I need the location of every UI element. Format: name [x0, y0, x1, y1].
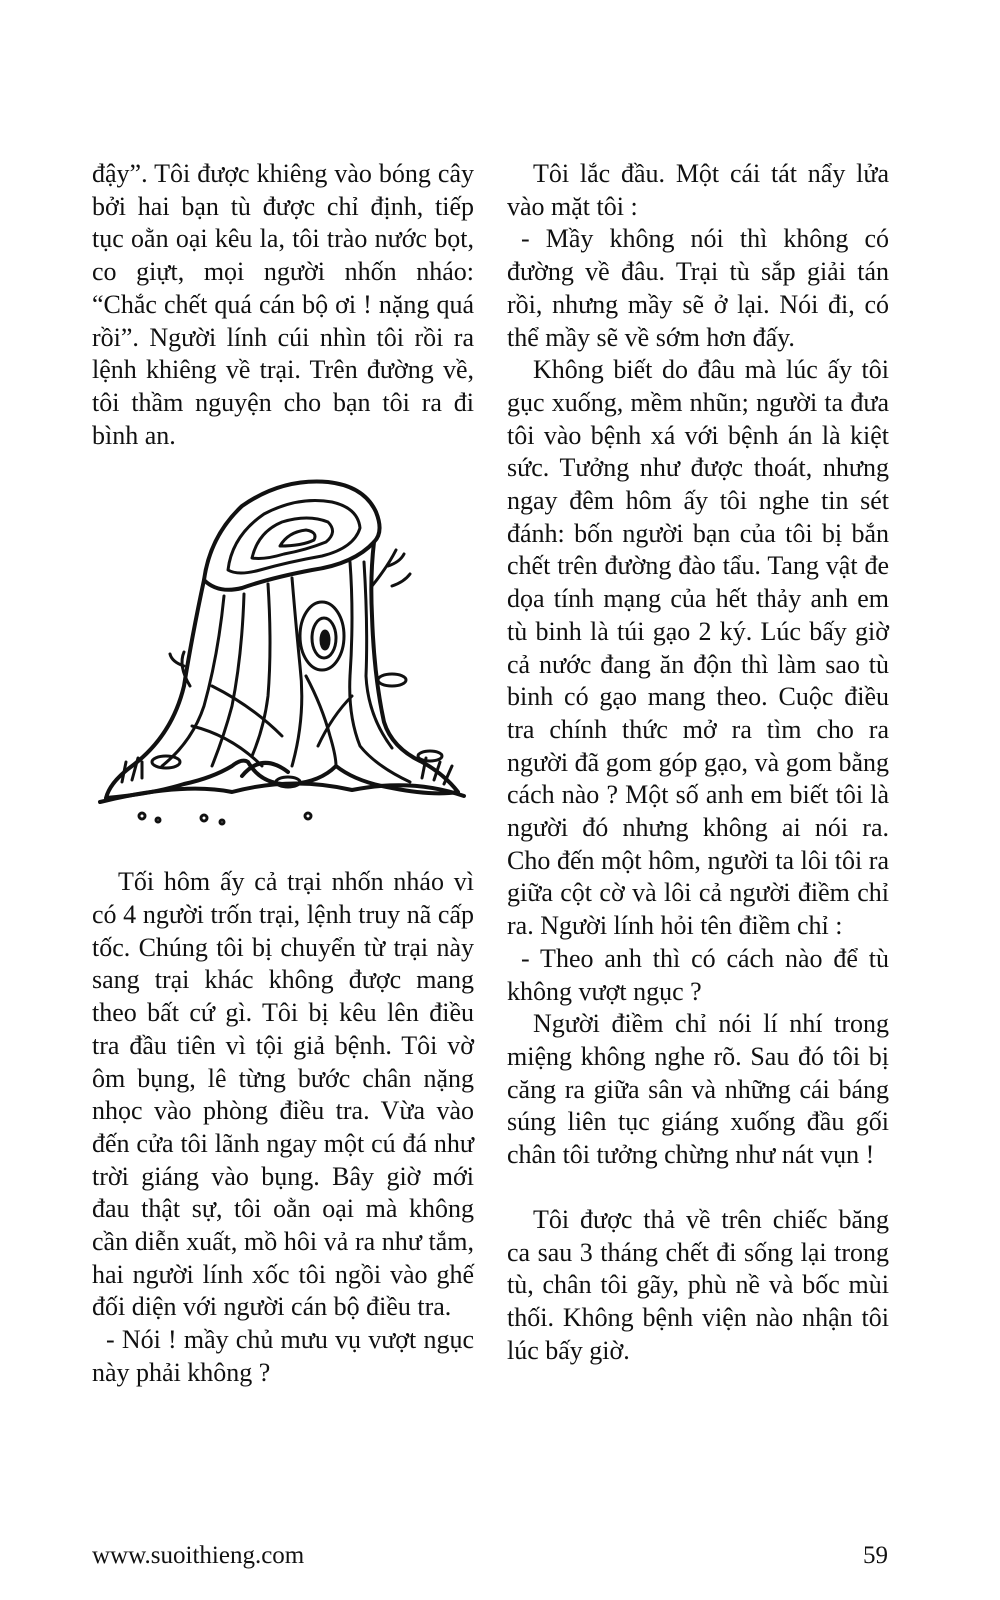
tree-stump-icon [92, 466, 474, 838]
footer-website: www.suoithieng.com [92, 1542, 305, 1569]
page-number: 59 [863, 1542, 888, 1569]
paragraph: Tối hôm ấy cả trại nhốn nháo vì có 4 người trốn trại, lệnh truy nã cấp tốc. Chúng tôi bị chuyển từ trại này sang trại khác không được mang theo bất cứ gì. Tôi bị kêu lên điều tra đầu tiên vì tội giả bệnh. Tôi vờ ôm bụng, lê từng bước chân nặng nhọc vào phòng điều tra. Vừa vào đến cửa tôi lãnh ngay một cú đá như trời giáng vào bụng. Bây giờ mới đau thật sự, tôi oằn oại mà không cần diễn xuất, mồ hôi vả ra như tắm, hai người lính xốc tôi ngồi vào ghế đối diện với người cán bộ điều tra. [92, 867, 474, 1322]
paragraph: - Nói ! mầy chủ mưu vụ vượt ngục này phải không ? [92, 1325, 474, 1387]
paragraph: - Theo anh thì có cách nào để tù không vượt ngục ? [507, 943, 889, 1006]
paragraph: Tôi được thả về trên chiếc băng ca sau 3 tháng chết đi sống lại trong tù, chân tôi gãy, phù nề và bốc mùi thối. Không bệnh viện nào nhận tôi lúc bấy giờ. [507, 1204, 889, 1365]
paragraph: đậy”. Tôi được khiêng vào bóng cây bởi hai bạn tù được chỉ định, tiếp tục oằn oại kêu la, tôi trào nước bọt, co giựt, mọi người nhốn nháo: “Chắc chết quá cán bộ ơi ! nặng quá rồi”. Người lính cúi nhìn tôi rồi ra lệnh khiêng về trại. Trên đường về, tôi thầm nguyện cho bạn tôi ra đi bình an. [92, 159, 474, 450]
paragraph: - Mầy không nói thì không có đường về đâu. Trại tù sắp giải tán rồi, nhưng mầy sẽ ở lại. Nói đi, có thể mầy sẽ về sớm hơn đấy. [507, 224, 889, 352]
right-column [507, 158, 889, 1367]
left-column [92, 158, 474, 1390]
paragraph: Tôi lắc đầu. Một cái tát nẩy lửa vào mặt tôi : [507, 159, 889, 221]
paragraph: Không biết do đâu mà lúc ấy tôi gục xuống, mềm nhũn; người ta đưa tôi vào bệnh xá với bệnh án là kiệt sức. Tưởng như được thoát, nhưng ngay đêm hôm ấy tôi nghe tin sét đánh: bốn người bạn của tôi bị bắn chết trên đường đào tẩu. Tang vật đe dọa tính mạng của hết thảy anh em tù binh là túi gạo 2 ký. Lúc bấy giờ cả nước đang ăn độn thì làm sao tù binh có gạo mang theo. Cuộc điều tra chính thức mở ra tìm cho ra người đã gom góp gạo, và gom bằng cách nào ? Một số anh em biết tôi là người đó nhưng không ai nói ra. Cho đến một hôm, người ta lôi tôi ra giữa cột cờ và lôi cả người điềm chỉ ra. Người lính hỏi tên điềm chỉ : [507, 355, 889, 941]
paragraph: Người điềm chỉ nói lí nhí trong miệng không nghe rõ. Sau đó tôi bị căng ra giữa sân và những cái báng súng liên tục giáng xuống đầu gối chân tôi tưởng chừng như nát vụn ! [507, 1009, 889, 1170]
